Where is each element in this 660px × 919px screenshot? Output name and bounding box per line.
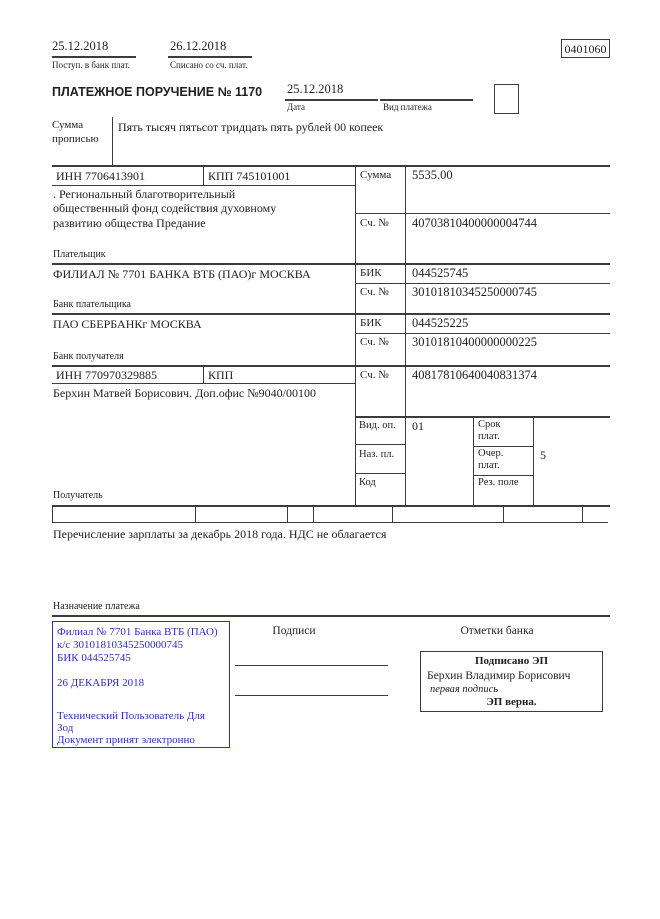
bank-stamp-line: Технический Пользователь Для (57, 710, 205, 722)
signatures-label: Подписи (272, 625, 316, 637)
payee-bank-name: ПАО СБЕРБАНКг МОСКВА (53, 317, 202, 331)
tax-row-line-v (503, 506, 504, 523)
payee-inn: ИНН 770970329885 (56, 368, 157, 382)
payer-bank-section-label: Банк плательщика (53, 299, 131, 310)
table-line-v (533, 416, 534, 506)
bank-stamp-line: Филиал № 7701 Банка ВТБ (ПАО) (57, 626, 218, 638)
table-line (52, 522, 608, 523)
reserve-field-label: Рез. поле (478, 477, 519, 488)
table-line (355, 333, 610, 334)
table-line (52, 263, 610, 265)
bank-stamp-date: 26 ДЕКАБРЯ 2018 (57, 677, 145, 689)
amount-value: 5535.00 (412, 168, 453, 182)
tax-row-line-v (582, 506, 583, 523)
underline (380, 99, 473, 101)
table-line (52, 165, 610, 167)
op-kind-label: Вид. оп. (359, 420, 396, 431)
table-line (355, 473, 405, 474)
payee-bank-section-label: Банк получателя (53, 351, 124, 362)
underline (52, 56, 136, 58)
debited-date: 26.12.2018 (170, 39, 227, 53)
signature-line (235, 695, 388, 696)
date-label: Дата (287, 102, 305, 112)
debited-date-label: Списано со сч. плат. (170, 60, 248, 70)
table-line-v (405, 165, 406, 506)
payee-account: 40817810640040831374 (412, 368, 537, 382)
pay-term-label: Срок (478, 419, 501, 430)
payer-account: 40703810400000004744 (412, 216, 537, 230)
amount-label: Сумма (360, 169, 392, 181)
received-date-label: Поступ. в банк плат. (52, 60, 130, 70)
underline (168, 56, 252, 58)
op-kind-value: 01 (412, 419, 424, 433)
form-code: 0401060 (564, 42, 607, 56)
priority-value: 5 (540, 448, 546, 462)
payment-type-label: Вид платежа (383, 102, 432, 112)
pay-term-label2: плат. (478, 431, 500, 442)
purpose-section-label: Назначение платежа (53, 601, 140, 612)
payer-bank-account-label: Сч. № (360, 286, 389, 298)
bank-stamp-line: Зод (57, 722, 74, 734)
esign-name: Берхин Владимир Борисович (427, 670, 571, 682)
payer-bank-bik: 044525745 (412, 266, 469, 280)
amount-words-label: Сумма (52, 119, 84, 131)
purpose-code-label: Наз. пл. (359, 449, 395, 460)
payer-bank-name: ФИЛИАЛ № 7701 БАНКА ВТБ (ПАО)г МОСКВА (53, 267, 311, 281)
payee-bank-bik: 044525225 (412, 316, 469, 330)
amount-in-words: Пять тысяч пятьсот тридцать пять рублей 00 копеек (118, 120, 384, 134)
payee-kpp-label: КПП (208, 368, 234, 382)
underline (285, 99, 378, 101)
bank-stamp-line: Документ принят электронно (57, 734, 195, 746)
divider-line (112, 117, 113, 166)
esign-note: первая подпись (430, 684, 499, 695)
payer-inn: ИНН 7706413901 (56, 169, 145, 183)
document-title: ПЛАТЕЖНОЕ ПОРУЧЕНИЕ № 1170 (52, 85, 263, 99)
table-line-v (355, 165, 356, 506)
table-line (52, 313, 610, 315)
code-label: Код (359, 477, 376, 488)
table-line (473, 475, 533, 476)
table-line (355, 444, 405, 445)
payee-bank-bik-label: БИК (360, 317, 382, 329)
amount-words-label2: прописью (52, 133, 99, 145)
payee-name: Берхин Матвей Борисович. Доп.офис №9040/00100 (53, 386, 317, 400)
priority-label2: плат. (478, 460, 500, 471)
payer-kpp: КПП 745101001 (208, 169, 291, 183)
payer-section-label: Плательщик (53, 249, 106, 260)
document-date: 25.12.2018 (287, 82, 344, 96)
payer-name-line: развитию общества Предание (53, 216, 206, 230)
payee-account-label: Сч. № (360, 369, 389, 381)
payment-type-box (494, 84, 519, 114)
table-line (355, 416, 610, 418)
table-line-v (203, 365, 204, 384)
bank-stamp-line: БИК 044525745 (57, 652, 131, 664)
payer-name-line: . Региональный благотворительный (53, 187, 236, 201)
payer-bank-account: 30101810345250000745 (412, 285, 537, 299)
payee-bank-account: 30101810400000000225 (412, 335, 537, 349)
table-line (52, 365, 610, 367)
tax-row-line-v (52, 506, 53, 523)
table-line (473, 446, 533, 447)
tax-row-line-v (392, 506, 393, 523)
received-date: 25.12.2018 (52, 39, 109, 53)
tax-row-line-v (287, 506, 288, 523)
table-line (355, 283, 610, 284)
payer-account-label: Сч. № (360, 217, 389, 229)
table-line-v (473, 416, 474, 506)
form-code-box (561, 39, 610, 58)
table-line-v (203, 165, 204, 185)
esign-verified: ЭП верна. (486, 696, 537, 708)
tax-row-line-v (313, 506, 314, 523)
payee-section-label: Получатель (53, 490, 103, 501)
table-line (52, 185, 355, 186)
payment-purpose: Перечисление зарплаты за декабрь 2018 года. НДС не облагается (53, 527, 387, 541)
table-line (355, 213, 610, 214)
signature-line (235, 665, 388, 666)
payer-bank-bik-label: БИК (360, 267, 382, 279)
esign-title: Подписано ЭП (474, 655, 549, 667)
bank-stamp-line: к/с 30101810345250000745 (57, 639, 184, 651)
table-line (52, 505, 610, 507)
priority-label: Очер. (478, 448, 504, 459)
bank-marks-label: Отметки банка (460, 625, 534, 637)
table-line (52, 615, 610, 617)
payer-name-line: общественный фонд содействия духовному (53, 201, 277, 215)
payee-bank-account-label: Сч. № (360, 336, 389, 348)
tax-row-line-v (195, 506, 196, 523)
